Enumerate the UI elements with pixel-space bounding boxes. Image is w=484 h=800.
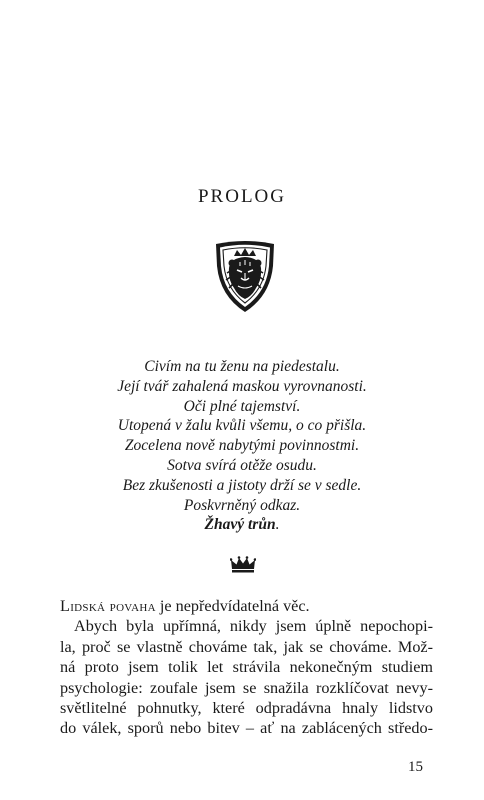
- text-line: světlitelné pohnutky, které odpradávna hnaly lidstvo: [60, 699, 433, 718]
- poem-line: Její tvář zahalená maskou vyrovnanosti.: [117, 377, 367, 395]
- closing-punctuation: .: [275, 516, 280, 534]
- text-line: Abych byla upřímná, nikdy jsem úplně nepochopi-: [74, 617, 433, 636]
- prologue-poem: [0, 357, 484, 535]
- poem-line: Sotva svírá otěže osudu.: [167, 456, 317, 474]
- text-line: do válek, sporů nebo bitev – ať na zablácených středo-: [60, 719, 433, 738]
- page-number: 15: [408, 759, 423, 775]
- crown-icon: [230, 556, 256, 574]
- poem-line: Zocelena nově nabytými povinnostmi.: [124, 437, 360, 455]
- poem-closing-line: [0, 515, 484, 535]
- poem-line: Bez zkušenosti a jistoty drží se v sedle.: [122, 476, 362, 494]
- poem-line: Poskvrněný odkaz.: [183, 496, 301, 514]
- book-title: Žhavý trůn: [204, 516, 276, 534]
- text-line: la, proč se vlastně chováme tak, jak se chováme. Mož-: [60, 637, 433, 656]
- body-text: [60, 596, 433, 739]
- text-line: ná proto jsem tolik let strávila nekonečným studiem: [60, 658, 433, 677]
- poem-line: Civím na tu ženu na piedestalu.: [144, 358, 340, 375]
- poem-line: Oči plné tajemství.: [183, 397, 301, 415]
- text-line: psychologie: zoufale jsem se snažila rozklíčovat nevy-: [60, 678, 433, 697]
- opening-smallcaps: Lidská povaha: [60, 597, 156, 615]
- chapter-title: PROLOG: [197, 186, 286, 207]
- paragraph-first-line: [60, 596, 433, 616]
- poem-line: Utopená v žalu kvůli všemu, o co přišla.: [117, 417, 367, 435]
- lion-crest-icon: [210, 236, 280, 316]
- opening-rest: je nepředvídatelná věc.: [155, 597, 310, 615]
